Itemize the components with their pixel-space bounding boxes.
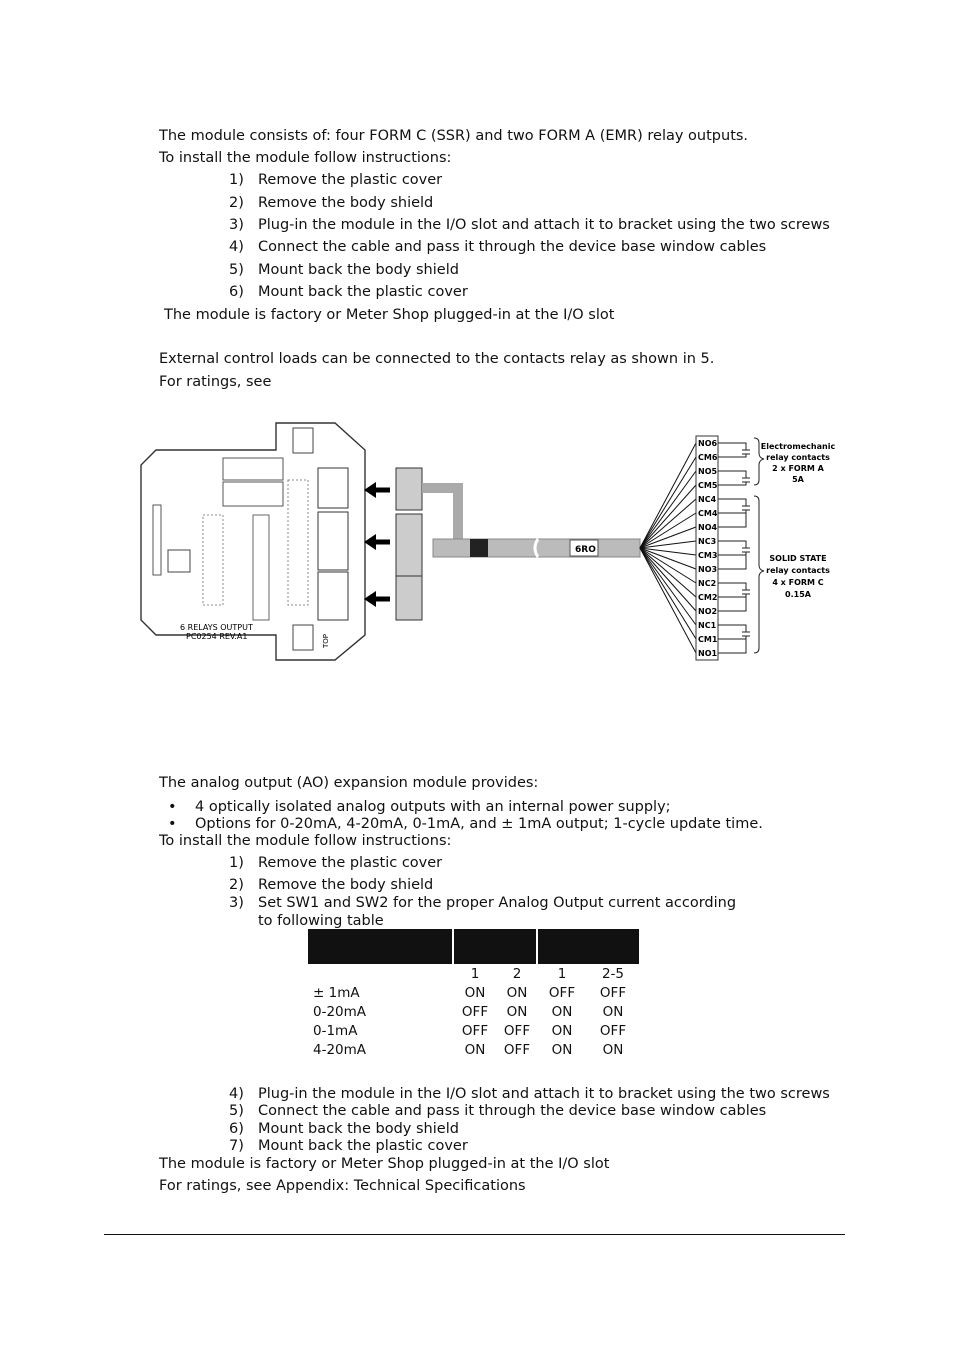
table-cell: OFF xyxy=(461,1003,489,1020)
relay-install-line: To install the module follow instructions: xyxy=(159,150,452,166)
terminal-block xyxy=(696,436,718,660)
ao-features-list xyxy=(166,799,763,833)
table-header-row xyxy=(308,929,639,964)
list-item: • 4 optically isolated analog outputs with an internal power supply; xyxy=(166,799,763,816)
table-cell: 2-5 xyxy=(601,965,625,982)
emr-label-2: relay contacts xyxy=(766,453,830,462)
terminal-label: CM5 xyxy=(698,481,718,490)
terminal-label: NO3 xyxy=(698,565,718,574)
terminal-label: NO1 xyxy=(698,649,718,658)
terminal-label: NC3 xyxy=(698,537,717,546)
list-item-continuation: to following table xyxy=(258,913,384,929)
cable-ferrite xyxy=(470,539,488,557)
table-header-cell xyxy=(537,929,639,964)
emr-label-3: 2 x FORM A xyxy=(772,464,824,473)
table-cell: 1 xyxy=(557,965,567,982)
contact-symbols xyxy=(718,443,750,653)
table-cell: OFF xyxy=(599,1022,627,1039)
cable-wire xyxy=(422,488,458,540)
table-header-cell xyxy=(308,929,453,964)
table-cell: ON xyxy=(551,1003,573,1020)
terminal-label: CM4 xyxy=(698,509,718,518)
emr-label-4: 5A xyxy=(792,475,804,484)
table-cell: OFF xyxy=(461,1022,489,1039)
cable-connector xyxy=(396,576,422,620)
terminal-label: NO6 xyxy=(698,439,718,448)
insert-arrow-icon xyxy=(364,534,390,550)
cable-connector xyxy=(396,468,422,510)
table-cell: ON xyxy=(464,1041,486,1058)
ao-ratings-line: For ratings, see Appendix: Technical Specifications xyxy=(159,1178,526,1194)
terminal-label: NC4 xyxy=(698,495,717,504)
ssr-label-3: 4 x FORM C xyxy=(772,578,824,587)
table-cell: OFF xyxy=(503,1022,531,1039)
pcb-terminal-strip xyxy=(318,572,348,620)
pcb-terminal-strip xyxy=(318,468,348,508)
terminal-label: CM6 xyxy=(698,453,718,462)
table-cell: OFF xyxy=(548,984,576,1001)
insert-arrow-icon xyxy=(364,482,390,498)
table-cell: ON xyxy=(602,1041,624,1058)
table-cell: 1 xyxy=(470,965,480,982)
cable-label: 6RO xyxy=(575,545,596,555)
pcb-label-1: 6 RELAYS OUTPUT xyxy=(180,623,253,632)
terminal-label: NO5 xyxy=(698,467,718,476)
ao-note: The module is factory or Meter Shop plugged-in at the I/O slot xyxy=(159,1156,610,1172)
table-cell: 0-20mA xyxy=(313,1003,367,1020)
switch-settings-table xyxy=(308,929,639,1059)
table-cell: 2 xyxy=(512,965,522,982)
table-cell: OFF xyxy=(503,1041,531,1058)
list-item: • Options for 0-20mA, 4-20mA, 0-1mA, and ± 1mA output; 1-cycle update time. xyxy=(166,816,763,833)
table-cell: OFF xyxy=(599,984,627,1001)
table-cell: ON xyxy=(506,1003,528,1020)
table-cell: ON xyxy=(551,1041,573,1058)
pcb-label-2: PC0254 REV.A1 xyxy=(186,632,248,641)
ao-install-line: To install the module follow instructions: xyxy=(159,833,452,849)
terminal-label: CM3 xyxy=(698,551,718,560)
ssr-label-4: 0.15A xyxy=(785,590,811,599)
table-row xyxy=(308,983,639,1002)
footer-divider xyxy=(104,1234,845,1235)
terminal-label: CM2 xyxy=(698,593,718,602)
table-header-cell xyxy=(453,929,537,964)
terminal-label: NC1 xyxy=(698,621,717,630)
terminal-label: NO4 xyxy=(698,523,718,532)
table-cell: ± 1mA xyxy=(313,984,360,1001)
table-cell: ON xyxy=(602,1003,624,1020)
table-cell: ON xyxy=(551,1022,573,1039)
table-row xyxy=(308,1040,639,1059)
relay-wiring-figure xyxy=(138,420,838,665)
table-row xyxy=(308,1021,639,1040)
terminal-label: NO2 xyxy=(698,607,718,616)
emr-label-1: Electromechanic xyxy=(760,442,836,451)
ratings-line: For ratings, see xyxy=(159,374,272,390)
table-subheader-row xyxy=(308,964,639,983)
table-cell: ON xyxy=(464,984,486,1001)
pcb-terminal-strip xyxy=(318,512,348,570)
table-cell: 0-1mA xyxy=(313,1022,358,1039)
brace-ssr xyxy=(754,496,764,653)
table-cell: 4-20mA xyxy=(313,1041,367,1058)
fanout-wires xyxy=(640,443,696,653)
table-row xyxy=(308,1002,639,1021)
ssr-label-1: SOLID STATE xyxy=(769,554,827,563)
table-cell: ON xyxy=(506,984,528,1001)
terminal-label: CM1 xyxy=(698,635,718,644)
cable-connector xyxy=(396,514,422,576)
relay-intro-line: The module consists of: four FORM C (SSR) and two FORM A (EMR) relay outputs. xyxy=(159,128,749,144)
pcb-top-label: TOP xyxy=(322,633,330,648)
insert-arrow-icon xyxy=(364,591,390,607)
external-loads-line: External control loads can be connected to the contacts relay as shown in 5. xyxy=(159,351,715,367)
terminal-label: NC2 xyxy=(698,579,717,588)
ao-intro-line: The analog output (AO) expansion module provides: xyxy=(159,775,539,791)
relay-note: The module is factory or Meter Shop plugged-in at the I/O slot xyxy=(164,307,615,323)
ssr-label-2: relay contacts xyxy=(766,566,830,575)
